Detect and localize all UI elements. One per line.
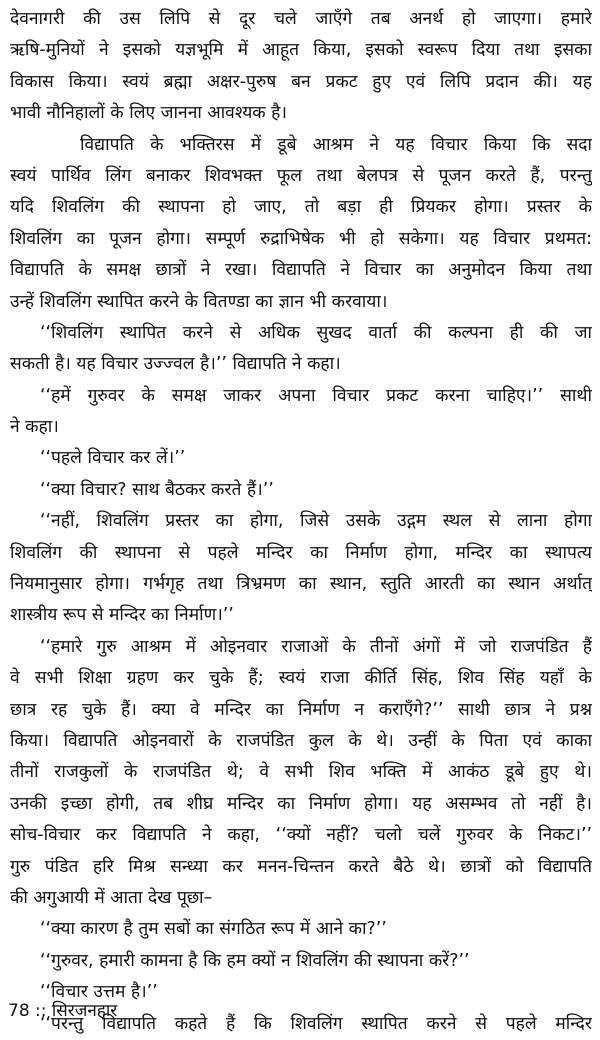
text-line: उनकी इच्छा होगी, तब शीघ्र मन्दिर का निर्माण होगा। यह असम्भव तो नहीं है। — [10, 793, 592, 814]
text-line: वे सभी शिक्षा ग्रहण कर चुके हैं; स्वयं राजा कीर्ति सिंह, शिव सिंह यहाँ के — [10, 668, 592, 689]
text-line: ‘‘हमें गुरुवर के समक्ष जाकर अपना विचार प्रकट करना चाहिए।’’ साथी — [40, 385, 592, 406]
text-line: ‘‘नहीं, शिवलिंग प्रस्तर का होगा, जिसे उसके उद्गम स्थल से लाना होगा — [40, 511, 592, 532]
text-line: शास्त्रीय रूप से मन्दिर का निर्माण।’’ — [10, 605, 234, 626]
text-line: सकती है। यह विचार उज्ज्वल है।’’ विद्यापति ने कहा। — [10, 354, 341, 375]
text-line: ‘‘विचार उत्तम है।’’ — [40, 982, 158, 1003]
text-line: यदि शिवलिंग की स्थापना हो जाए, तो बड़ा ही प्रियकर होगा। प्रस्तर के — [10, 197, 592, 218]
text-line: ‘‘पहले विचार कर लें।’’ — [40, 448, 186, 469]
text-line: ‘‘हमारे गुरु आश्रम में ओइनवार राजाओं के तीनों अंगों में जो राजपंडित हैं — [40, 636, 592, 657]
text-line: नियमानुसार होगा। गर्भगृह तथा त्रिभ्रमण का स्थान, स्तुति आरती का स्थान अर्थात् — [10, 574, 592, 595]
text-line: ‘‘क्या कारण है तुम सबों का संगठित रूप में आने का?’’ — [40, 919, 387, 940]
text-line: विकास किया। स्वयं ब्रह्मा अक्षर-पुरुष बन प्रकट हुए एवं लिपि प्रदान की। यह — [10, 71, 592, 92]
text-line: शिवलिंग की स्थापना से पहले मन्दिर का निर्माण होगा, मन्दिर का स्थापत्य — [10, 542, 592, 563]
text-line: ने कहा। — [10, 417, 59, 438]
book-page-text — [10, 4, 592, 1040]
text-line: तीनों राजकुलों के राजपंडित थे; वे सभी शिव भक्ति में आकंठ डूबे हुए थे। — [10, 762, 592, 783]
page-footer: 78 :: सिरजनहार — [8, 1001, 118, 1021]
text-line: की अगुआयी में आता देख पूछा– — [10, 887, 213, 908]
text-line: विद्यापति के भक्तिरस में डूबे आश्रम ने यह विचार किया कि सदा — [80, 134, 592, 155]
text-line: छात्र रह चुके हैं। क्या वे मन्दिर का निर्माण न कराएँगे?’’ साथी छात्र ने प्रश्न — [10, 699, 592, 720]
text-line: विद्यापति के समक्ष छात्रों ने रखा। विद्यापति ने विचार का अनुमोदन किया तथा — [10, 260, 592, 281]
text-line: किया। विद्यापति ओइनवारों के राजपंडित कुल के थे। उन्हीं के पिता एवं काका — [10, 730, 592, 751]
text-line: ऋषि-मुनियों ने इसको यज्ञभूमि में आहूत किया, इसको स्वरूप दिया तथा इसका — [10, 40, 592, 61]
text-line: गुरु पंडित हरि मिश्र सन्ध्या कर मनन-चिन्तन करते बैठे थे। छात्रों को विद्यापति — [10, 856, 592, 877]
text-line: ‘‘परन्तु विद्यापति कहते हैं कि शिवलिंग स्थापित करने से पहले मन्दिर — [40, 1013, 592, 1034]
text-line: ‘‘क्या विचार? साथ बैठकर करते हैं।’’ — [40, 479, 274, 500]
text-line: भावी नौनिहालों के लिए जानना आवश्यक है। — [10, 103, 288, 124]
text-line: शिवलिंग का पूजन होगा। सम्पूर्ण रुद्राभिषेक भी हो सकेगा। यह विचार प्रथमत: — [10, 228, 592, 249]
text-line: सोच-विचार कर विद्यापति ने कहा, ‘‘क्यों नहीं? चलो चलें गुरुवर के निकट।’’ — [10, 825, 592, 846]
text-line: स्वयं पार्थिव लिंग बनाकर शिवभक्त फूल तथा बेलपत्र से पूजन करते हैं, परन्तु — [10, 165, 592, 186]
text-line: ‘‘गुरुवर, हमारी कामना है कि हम क्यों न शिवलिंग की स्थापना करें?’’ — [40, 950, 470, 971]
text-line: ‘‘शिवलिंग स्थापित करने से अधिक सुखद वार्ता की कल्पना ही की जा — [40, 322, 592, 343]
text-line: उन्हें शिवलिंग स्थापित करने के वितण्डा का ज्ञान भी करवाया। — [10, 291, 388, 312]
text-line: देवनागरी की उस लिपि से दूर चले जाएँगे तब अनर्थ हो जाएगा। हमारे — [10, 9, 592, 29]
